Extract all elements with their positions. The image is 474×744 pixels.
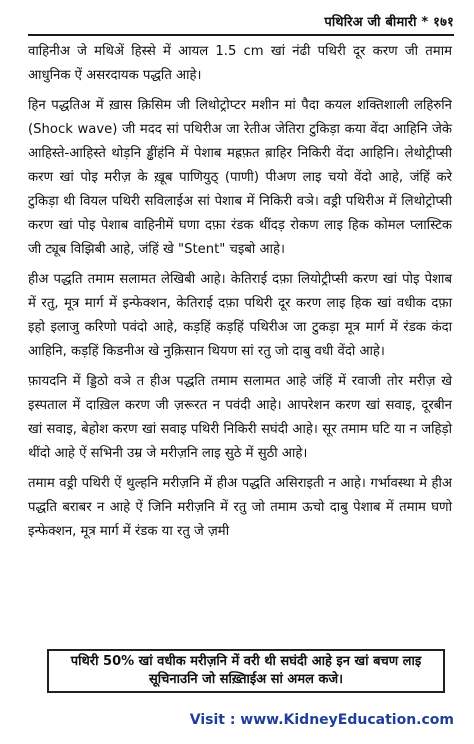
running-title: पथिरिअ जी बीमारी * १७१ xyxy=(324,15,454,30)
paragraph-4: फ़ायदनि में ड्डिठो वञे त हीअ पद्धति तमाम सलामत आहे जंहिं में रवाजी तोर मरीज़ खे इस्पताल में दाख़िल करण जी ज़रूरत न पवंदी आहे। आपरेशन करण खां सवाइ, दूरबीन खां सवाइ, बेहोश करण खां सवाइ पथिरी निकिरी सघंदी आहे। सूर तमाम घटि या न जहिड़ो थींदो आहे ऐं सभिनी उम्र जे मरीज़नि लाइ सुठे में सुठी आहे। xyxy=(28,374,452,461)
paragraph-2: हिन पद्धतिअ में ख़ास क़िसिम जी लिथोट्रोप्टर मशीन मां पैदा कयल शक्तिशाली लहिरुनि (Shock wave) जी मदद सां पथिरीअ जा रेतीअ जेतिरा टुकिड़ा कया वेंदा आहिनि जेके आहिस्ते-आहिस्ते थोड़नि ड्ढींहंनि में पेशाब मह्रफ़त ब़ाहिर निकिरी वेंदा आहिनि। लेथोट्रीप्सी करण खां पोइ मरीज़ के ख़ूब पाणियुठ् (पाणी) पीअण लाइ चयो वेंदो आहे, जंहिं करे टुकिड़ा थी वियल पथिरी सविलाईअ सां पेशाब में निकिरी वञे। वड्री पथिरीअ में लिथोट्रोप्सी करण खां पोइ पेशाब वाहिनीमें घणा दफ़ा रंडक थींदड़ रोकण लाइ हिक कोमल प्लास्टिक जी ट्यूब विझिबी आहे, जंहिं खे "Stent" चइबो आहे। xyxy=(28,98,452,257)
page-header xyxy=(28,10,454,36)
paragraph-1: वाहिनीअ जे मथिअें हिस्से में आयल 1.5 cm खां नंढी पथिरी दूर करण जी तमाम आधुनिक ऐं असरदायक पद्धति आहे। xyxy=(28,44,452,83)
footer-link[interactable]: Visit : www.KidneyEducation.com xyxy=(189,712,454,728)
highlight-box xyxy=(47,649,445,693)
highlight-text: पथिरी 50% खां वधीक मरीज़नि में वरी थी सघंदी आहे इन खां बचण लाइ सूचिनाउनि जो सख़्तिाईअ सां अमल कजे। xyxy=(70,654,422,687)
paragraph-5: तमाम वड्री पथिरी ऐं थुल्हनि मरीज़नि में हीअ पद्धति असिराइती न आहे। गर्भावस्था मे हीअ पद्धति बराबर न आहे ऐं जिनि मरीज़नि में रतु जो तमाम ऊचो दाबु पेशाब में तमाम घणो इन्फेक्शन, मूत्र मार्ग में रंडक या रतु जे ज़मी xyxy=(28,476,452,539)
main-content xyxy=(28,40,452,548)
paragraph-3: हीअ पद्धति तमाम सलामत लेखिबी आहे। केतिराई दफ़ा लियोट्रीप्सी करण खां पोइ पेशाब में रतु, मूत्र मार्ग में इन्फेक्शन, केतिराई दफ़ा पथिरी दूर करण लाइ हिक खां वधीक दफ़ा इहो इलाजु करिणो पवंदो आहे, कड़हिं कड़हिं पथिरीअ जा टुकड़ा मूत्र मार्ग में रंडक कंदा आहिनि, कड़हिं किडनीअ खे नुक़िसान थियण सां रतु जो दाबु वधी वेंदो आहे। xyxy=(28,272,452,359)
